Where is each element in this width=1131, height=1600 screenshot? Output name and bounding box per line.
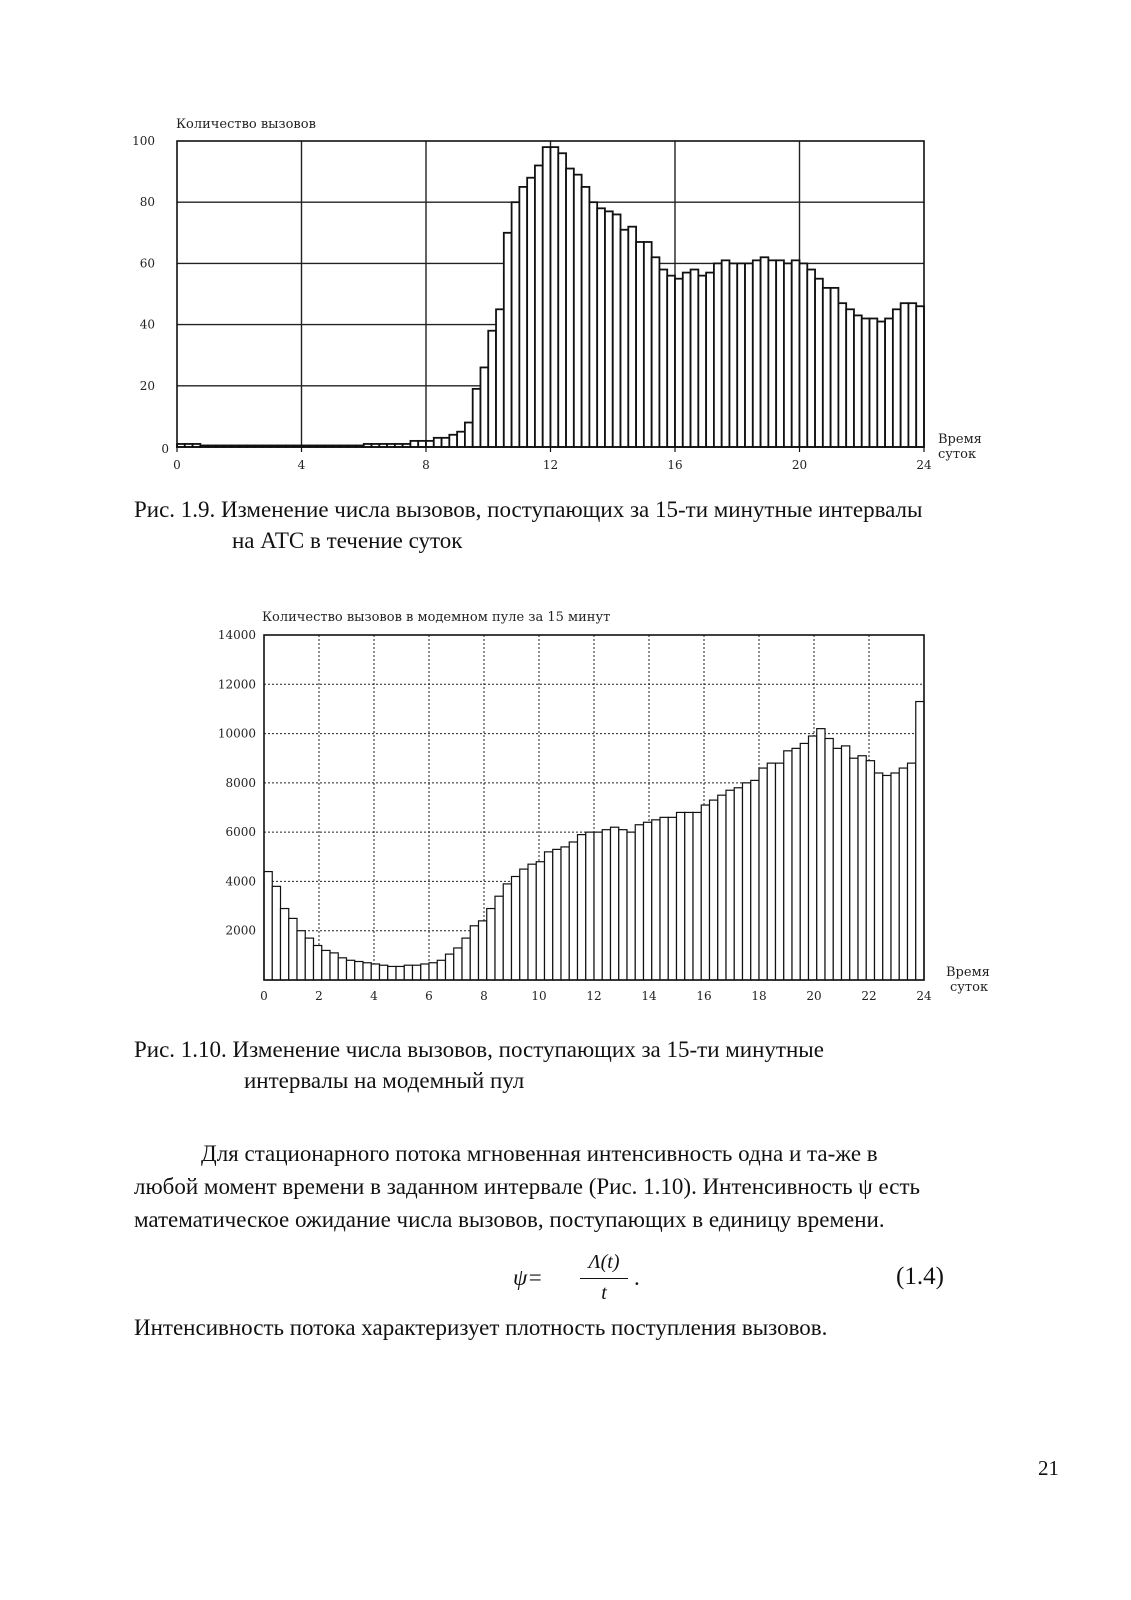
bar (635, 825, 643, 980)
bar (792, 748, 800, 980)
x-tick-label: 0 (173, 458, 181, 472)
bar (693, 812, 701, 980)
bar (470, 926, 478, 980)
y-axis-label: Количество вызовов в модемном пуле за 15 минут (262, 610, 611, 625)
x-tick-label: 2 (315, 989, 323, 1003)
x-axis-label-line: суток (938, 447, 977, 462)
page-number: 21 (1038, 1456, 1059, 1480)
bar (908, 763, 916, 980)
y-tick-label: 4000 (225, 874, 256, 889)
bar (503, 884, 511, 980)
bar (487, 909, 495, 980)
bar (685, 812, 693, 980)
bar (380, 965, 388, 980)
bar (388, 966, 396, 980)
bar (355, 962, 363, 980)
y-tick-label: 0 (161, 442, 169, 456)
bar (545, 852, 553, 980)
y-tick-label: 80 (139, 195, 155, 210)
bar (883, 775, 891, 980)
y-tick-label: 2000 (225, 923, 256, 938)
bar (850, 758, 858, 980)
bar (611, 827, 619, 980)
x-tick-label: 8 (480, 989, 488, 1003)
bar (264, 872, 272, 980)
bar (627, 832, 635, 980)
bar (652, 820, 660, 980)
bar (619, 830, 627, 980)
formula-denominator: t (601, 1282, 607, 1304)
figure-1-10-caption-line-1: Рис. 1.10. Изменение числа вызовов, поступающих за 15-ти минутные (134, 1037, 824, 1062)
bar (916, 702, 924, 980)
bar (701, 805, 709, 980)
bar (561, 847, 569, 980)
bar (338, 958, 346, 980)
bar (437, 960, 445, 980)
bar (899, 768, 907, 980)
x-tick-label: 16 (667, 458, 683, 472)
x-tick-label: 0 (260, 989, 268, 1003)
x-tick-label: 6 (425, 989, 433, 1003)
bar (586, 832, 594, 980)
x-axis-label-line: суток (950, 980, 989, 995)
bar (404, 965, 412, 980)
bar (668, 817, 676, 980)
figure-1-9-caption-line-2: на АТС в течение суток (232, 528, 463, 553)
bar (363, 963, 371, 980)
bar (710, 800, 718, 980)
bar (751, 780, 759, 980)
bar (743, 783, 751, 980)
bar (421, 964, 429, 980)
bar (833, 748, 841, 980)
bar (726, 790, 734, 980)
y-tick-label: 8000 (225, 775, 256, 790)
bar (429, 963, 437, 980)
figure-1-10-caption-line-2: интервалы на модемный пул (244, 1068, 525, 1093)
bar (809, 736, 817, 980)
bar (759, 768, 767, 980)
bar (536, 862, 544, 980)
y-tick-label: 40 (139, 317, 155, 332)
bar (875, 773, 883, 980)
figure-1-9-caption-line-1: Рис. 1.9. Изменение числа вызовов, поступающих за 15-ти минутные интервалы (134, 497, 923, 522)
bar (281, 909, 289, 980)
y-tick-label: 20 (139, 378, 155, 393)
bar (322, 950, 330, 980)
x-tick-label: 4 (297, 458, 306, 472)
y-tick-label: 14000 (217, 628, 256, 642)
bar (866, 761, 874, 980)
bar (677, 812, 685, 980)
bar (330, 953, 338, 980)
bar (371, 964, 379, 980)
bar (289, 918, 297, 980)
y-tick-label: 6000 (225, 825, 256, 840)
x-tick-label: 16 (696, 989, 712, 1003)
bar (842, 746, 850, 980)
bar (800, 743, 808, 980)
y-tick-label: 60 (139, 256, 155, 271)
bar (272, 886, 280, 980)
x-tick-label: 24 (916, 989, 932, 1003)
paragraph-flow-intensity: Интенсивность потока характеризует плотность поступления вызовов. (134, 1315, 828, 1340)
bar (512, 877, 520, 981)
x-tick-label: 4 (370, 989, 378, 1003)
x-tick-label: 12 (542, 458, 559, 472)
paragraph-line-1: Для стационарного потока мгновенная интенсивность одна и та-же в (201, 1141, 878, 1166)
figure-1-9-caption (134, 494, 1064, 556)
x-tick-label: 22 (861, 989, 877, 1003)
bar (528, 864, 536, 980)
bar (454, 948, 462, 980)
y-axis-label: Количество вызовов (176, 117, 316, 132)
formula-numerator: Λ(t) (588, 1251, 620, 1273)
x-tick-label: 8 (422, 458, 430, 472)
x-axis-label-line: Время (946, 965, 990, 980)
paragraph-line-3: математическое ожидание числа вызовов, поступающих в единицу времени. (134, 1207, 885, 1232)
formula-number: (1.4) (896, 1263, 944, 1290)
formula-fraction-bar (580, 1278, 628, 1279)
bar (347, 960, 355, 980)
bar (602, 830, 610, 980)
x-tick-label: 14 (641, 989, 657, 1003)
bar (767, 763, 775, 980)
bar (305, 938, 313, 980)
bar (776, 763, 784, 980)
x-tick-label: 12 (586, 989, 602, 1003)
bar (446, 954, 454, 980)
bar (520, 869, 528, 980)
bar (479, 921, 487, 980)
bar (644, 822, 652, 980)
formula-dot: . (634, 1265, 640, 1290)
x-tick-label: 18 (751, 989, 767, 1003)
bar (891, 773, 899, 980)
bar (297, 931, 305, 980)
bar (569, 842, 577, 980)
bar (718, 795, 726, 980)
x-tick-label: 20 (791, 458, 808, 472)
bar (825, 739, 833, 981)
paragraph-line-2: любой момент времени в заданном интервале (Рис. 1.10). Интенсивность ψ есть (134, 1174, 920, 1199)
y-tick-label: 12000 (217, 677, 256, 692)
bar (462, 938, 470, 980)
x-tick-label: 24 (916, 458, 932, 472)
x-tick-label: 20 (806, 989, 822, 1003)
x-tick-label: 10 (531, 989, 547, 1003)
formula-lhs: ψ= (513, 1265, 543, 1290)
bar (734, 788, 742, 980)
y-tick-label: 100 (132, 134, 155, 148)
bar (495, 896, 503, 980)
bar (784, 751, 792, 980)
bar (314, 946, 322, 981)
x-axis-label-line: Время (938, 432, 982, 447)
bar (578, 835, 586, 980)
figure-1-10-caption (134, 1034, 1064, 1096)
bar (594, 832, 602, 980)
bar (817, 729, 825, 980)
y-tick-label: 10000 (217, 726, 256, 741)
bar (396, 966, 404, 980)
bar (858, 756, 866, 980)
bar (413, 965, 421, 980)
bar (660, 817, 668, 980)
bar (553, 849, 561, 980)
